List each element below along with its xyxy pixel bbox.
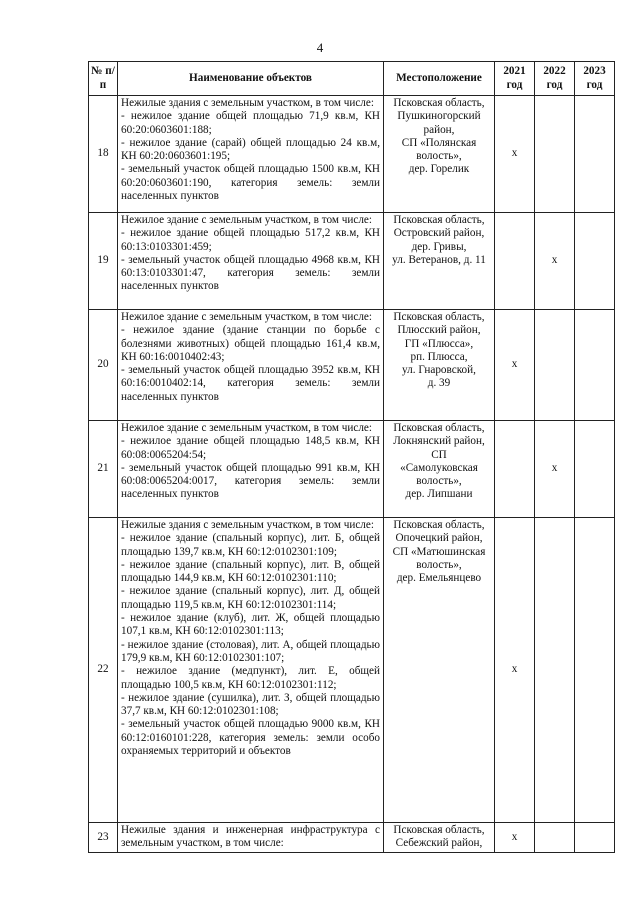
description-line: - нежилое здание общей площадью 148,5 кв.м, КН 60:08:0065204:54;: [121, 435, 380, 461]
location-line: Псковская область,: [393, 311, 485, 323]
description-line: Нежилое здание с земельным участком, в том числе:: [121, 214, 372, 226]
year-mark-2023: [575, 823, 615, 853]
year-mark-2021: х: [495, 96, 535, 213]
row-number: 21: [89, 421, 118, 518]
object-description: [118, 823, 384, 853]
year-mark-2023: [575, 421, 615, 518]
object-description: [118, 213, 384, 310]
location-line: дер. Гривы,: [411, 240, 467, 253]
year-mark-2021: х: [495, 823, 535, 853]
description-line: - нежилое здание (спальный корпус), лит. Б, общей площадью 139,7 кв.м, КН 60:12:0102301:109;: [121, 532, 380, 558]
location-line: СП: [431, 448, 447, 461]
year-mark-2023: [575, 96, 615, 213]
location-line: ул. Ветеранов, д. 11: [392, 253, 486, 266]
location-line: Пушкиногорский: [397, 110, 481, 123]
table-row: [89, 310, 615, 421]
year-mark-2021: х: [495, 310, 535, 421]
location-line: Псковская область,: [393, 824, 485, 836]
year-mark-2021: х: [495, 518, 535, 823]
location-line: ул. Гнаровской,: [402, 364, 476, 377]
header-2021: 2021 год: [495, 62, 535, 96]
header-name: Наименование объектов: [118, 62, 384, 96]
object-description: [118, 310, 384, 421]
location-line: дер. Емельянцево: [396, 572, 482, 585]
location-line: дер. Горелик: [408, 163, 470, 176]
header-2022: 2022 год: [535, 62, 575, 96]
location-line: СП «Матюшинская: [392, 545, 486, 558]
table-row: [89, 421, 615, 518]
row-number: 19: [89, 213, 118, 310]
location-line: «Самолуковская: [400, 461, 478, 474]
object-location: [384, 96, 495, 213]
table-row: [89, 823, 615, 853]
location-line: Псковская область,: [393, 97, 485, 109]
description-line: - земельный участок общей площадью 1500 кв.м, КН 60:20:0603601:190, категория земель: земли населенных пунктов: [121, 163, 380, 203]
description-line: - земельный участок общей площадью 3952 кв.м, КН 60:16:0010402:14, категория земель: земли населенных пунктов: [121, 364, 380, 403]
location-line: волость»,: [416, 150, 462, 163]
location-line: район,: [423, 123, 455, 136]
table-row: [89, 96, 615, 213]
year-mark-2023: [575, 213, 615, 310]
location-line: Островский район,: [393, 227, 485, 240]
object-description: [118, 518, 384, 823]
year-mark-2022: [535, 96, 575, 213]
description-line: - нежилое здание (клуб), лит. Ж, общей площадью 107,1 кв.м, КН 60:12:0102301:113;: [121, 612, 380, 638]
description-line: - нежилое здание (здание станции по борьбе с болезнями животных) общей площадью 161,4 кв.м, КН 60:16:0010402:43;: [121, 324, 380, 363]
page-number: 4: [316, 40, 324, 55]
year-mark-2021: [495, 213, 535, 310]
location-line: Себежский район,: [395, 837, 483, 850]
description-line: Нежилое здание с земельным участком, в том числе:: [121, 311, 372, 323]
location-line: дер. Липшани: [405, 488, 473, 501]
object-location: [384, 823, 495, 853]
object-description: [118, 96, 384, 213]
year-mark-2021: [495, 421, 535, 518]
year-mark-2022: х: [535, 213, 575, 310]
row-number: 20: [89, 310, 118, 421]
location-line: волость»,: [416, 558, 462, 571]
description-line: Нежилые здания и инженерная инфраструктура с земельным участком, в том числе:: [121, 824, 380, 850]
description-line: Нежилые здания с земельным участком, в том числе:: [121, 519, 374, 531]
description-line: - нежилое здание (сарай) общей площадью 24 кв.м, КН 60:20:0603601:195;: [121, 136, 380, 163]
description-line: - земельный участок общей площадью 4968 кв.м, КН 60:13:0103301:47, категория земель: земли населенных пунктов: [121, 253, 380, 293]
table-row: [89, 518, 615, 823]
table-header-row: [89, 62, 615, 96]
location-line: Псковская область,: [393, 519, 485, 531]
object-location: [384, 421, 495, 518]
description-line: - земельный участок общей площадью 9000 кв.м, КН 60:12:0160101:228, категория земель: земли особо охраняемых территорий и объектов: [121, 718, 380, 758]
row-number: 23: [89, 823, 118, 853]
location-line: Локнянский район,: [393, 435, 485, 448]
year-mark-2022: [535, 310, 575, 421]
row-number: 18: [89, 96, 118, 213]
description-line: - нежилое здание (сушилка), лит. З, общей площадью 37,7 кв.м, КН 60:12:0102301:108;: [121, 691, 380, 718]
location-line: Псковская область,: [393, 214, 485, 226]
location-line: д. 39: [427, 377, 451, 390]
description-line: - земельный участок общей площадью 991 кв.м, КН 60:08:0065204:0017, категория земель: земли населенных пунктов: [121, 461, 380, 501]
description-line: - нежилое здание общей площадью 71,9 кв.м, КН 60:20:0603601:188;: [121, 110, 380, 136]
object-location: [384, 213, 495, 310]
object-location: [384, 518, 495, 823]
description-line: - нежилое здание (спальный корпус), лит. Д, общей площадью 119,5 кв.м, КН 60:12:0102301:114;: [121, 585, 380, 611]
description-line: - нежилое здание общей площадью 517,2 кв.м, КН 60:13:0103301:459;: [121, 227, 380, 253]
location-line: СП «Полянская: [401, 136, 477, 149]
description-line: - нежилое здание (медпункт), лит. Е, общей площадью 100,5 кв.м, КН 60:12:0102301:112;: [121, 665, 380, 691]
year-mark-2023: [575, 518, 615, 823]
header-location: Местоположение: [384, 62, 495, 96]
year-mark-2022: [535, 823, 575, 853]
objects-table: [88, 61, 615, 853]
header-2023: 2023 год: [575, 62, 615, 96]
location-line: рп. Плюсса,: [410, 350, 468, 363]
location-line: волость»,: [416, 475, 462, 488]
description-line: Нежилые здания с земельным участком, в том числе:: [121, 97, 374, 109]
year-mark-2022: х: [535, 421, 575, 518]
table-row: [89, 213, 615, 310]
year-mark-2022: [535, 518, 575, 823]
description-line: Нежилое здание с земельным участком, в том числе:: [121, 422, 372, 434]
description-line: - нежилое здание (столовая), лит. А, общей площадью 179,9 кв.м, КН 60:12:0102301:107;: [121, 638, 380, 664]
object-location: [384, 310, 495, 421]
location-line: Опочецкий район,: [395, 532, 483, 545]
location-line: ГП «Плюсса»,: [404, 337, 474, 350]
year-mark-2023: [575, 310, 615, 421]
location-line: Плюсский район,: [397, 324, 481, 337]
description-line: - нежилое здание (спальный корпус), лит. В, общей площадью 144,9 кв.м, КН 60:12:0102301:110;: [121, 558, 380, 585]
location-line: Псковская область,: [393, 422, 485, 434]
object-description: [118, 421, 384, 518]
header-num: № п/п: [89, 62, 118, 96]
row-number: 22: [89, 518, 118, 823]
